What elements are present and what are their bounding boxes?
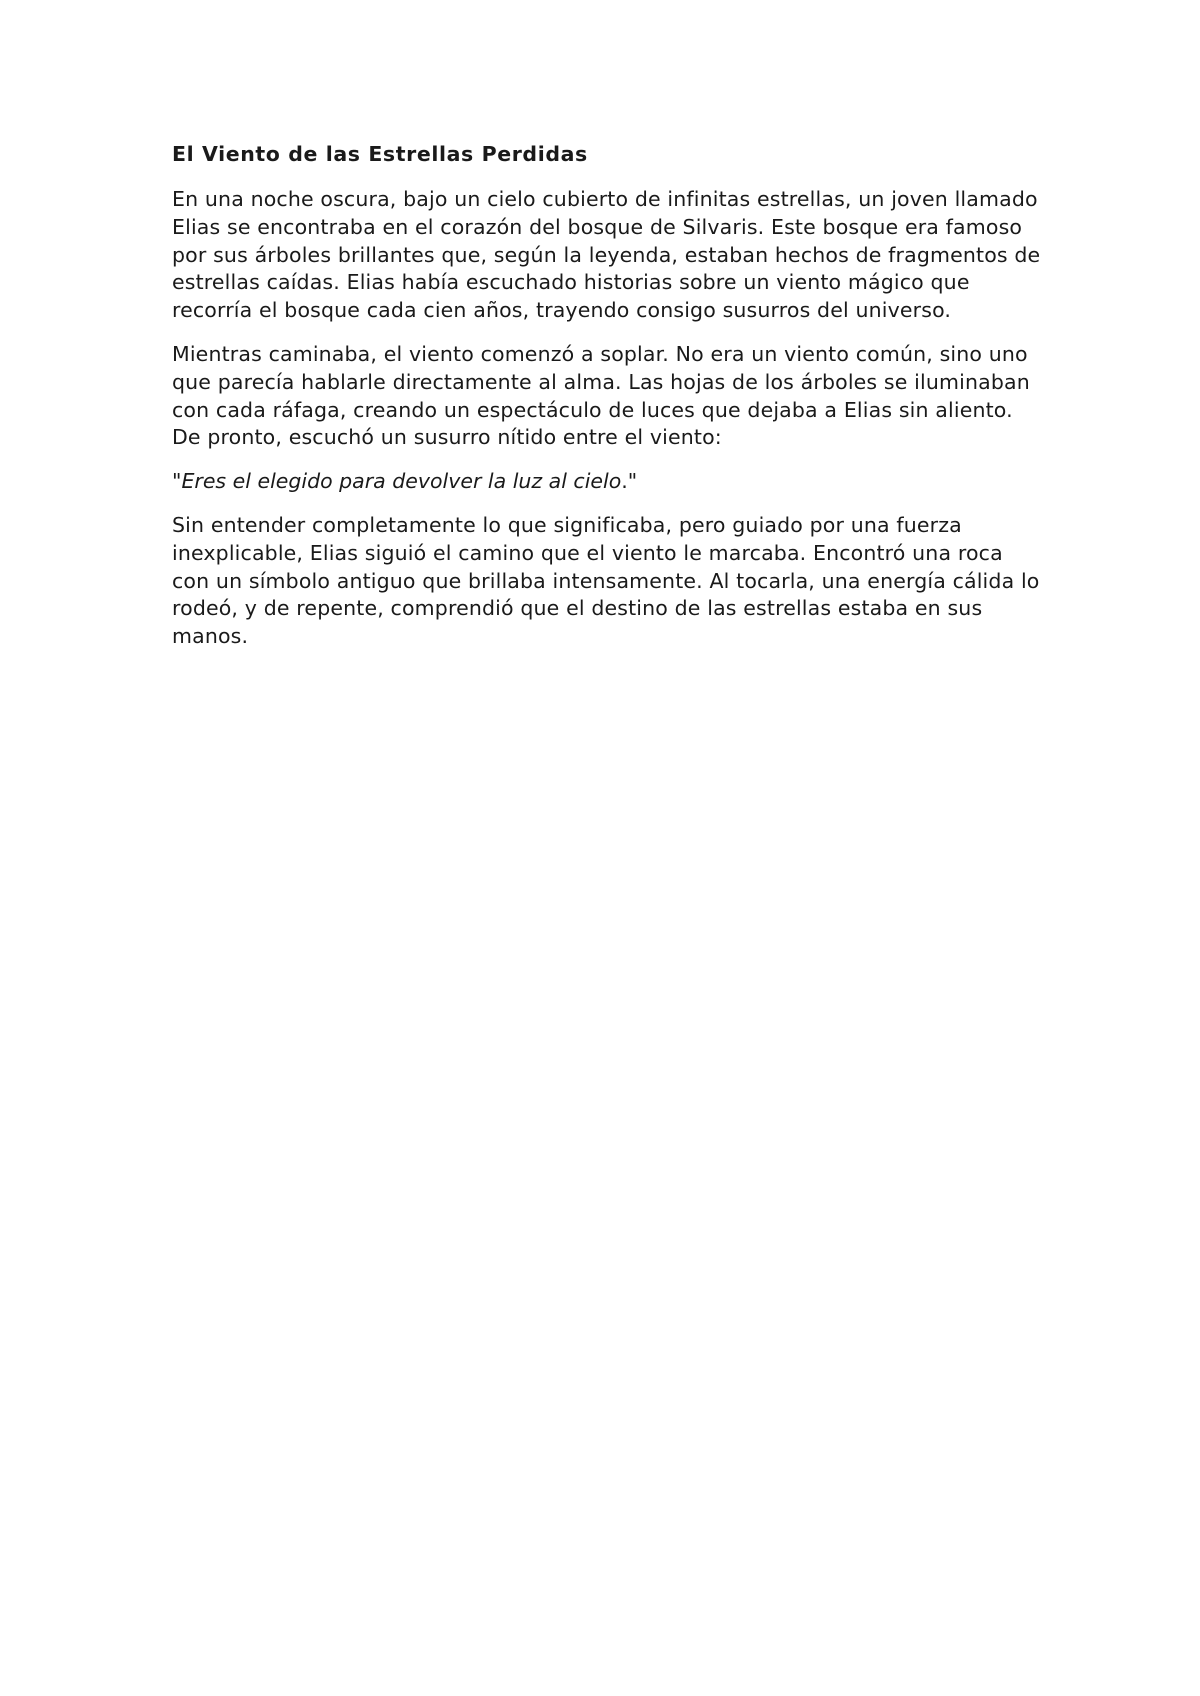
paragraph-3: Sin entender completamente lo que significaba, pero guiado por una fuerza inexplicable, Elias siguió el camino que el viento le marcaba. Encontró una roca con un símbolo antiguo que brillaba intensamente. Al tocarla, una energía cálida lo rodeó, y de repente, comprendió que el destino de las estrellas estaba en sus manos. bbox=[172, 512, 1040, 649]
document-title: El Viento de las Estrellas Perdidas bbox=[172, 142, 588, 166]
quote-open-mark: " bbox=[172, 469, 182, 494]
quote-close-mark: ." bbox=[621, 469, 638, 494]
paragraph-2: Mientras caminaba, el viento comenzó a soplar. No era un viento común, sino uno que parecía hablarle directamente al alma. Las hojas de los árboles se iluminaban con cada ráfaga, creando un espectáculo de luces que dejaba a Elias sin aliento. De pronto, escuchó un susurro nítido entre el viento: bbox=[172, 341, 1030, 450]
document-body bbox=[172, 140, 1042, 667]
paragraph-1: En una noche oscura, bajo un cielo cubierto de infinitas estrellas, un joven llamado Elias se encontraba en el corazón del bosque de Silvaris. Este bosque era famoso por sus árboles brillantes que, según la leyenda, estaban hechos de fragmentos de estrellas caídas. Elias había escuchado historias sobre un viento mágico que recorría el bosque cada cien años, trayendo consigo susurros del universo. bbox=[172, 187, 1041, 323]
quote-paragraph bbox=[172, 468, 1042, 496]
quote-text: Eres el elegido para devolver la luz al cielo bbox=[181, 469, 622, 494]
